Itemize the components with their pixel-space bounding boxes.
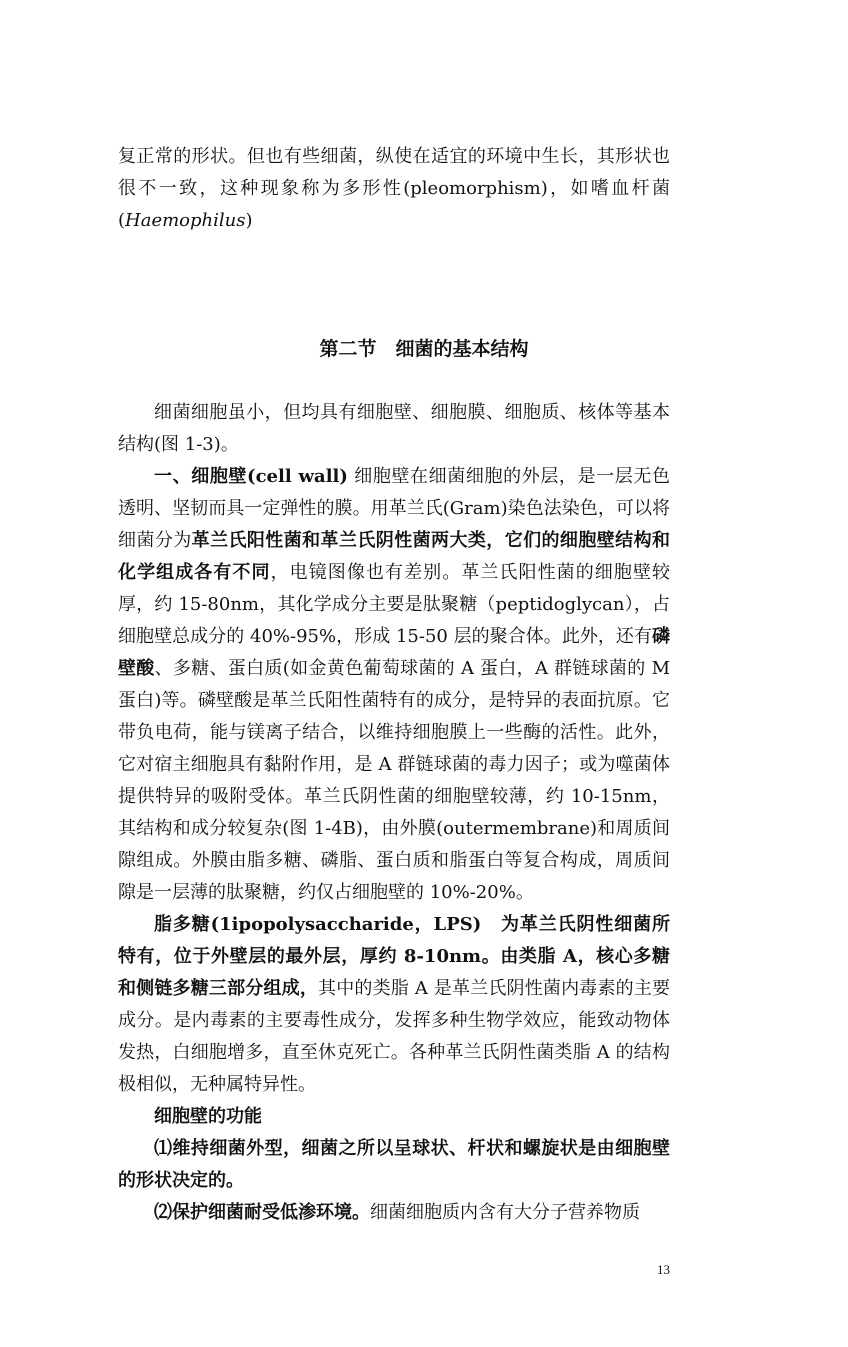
intro-paren-open: ( (118, 210, 126, 231)
section-title: 第二节 细菌的基本结构 (319, 338, 529, 360)
function-section (118, 1101, 670, 1229)
cell-wall-text-2: ，电镜图像也有差别。革兰氏阳性菌的细胞壁较厚，约 15-80nm，其化学成分主要是肽聚糖（peptidoglycan），占细胞壁总成分的 40%-95%，形成 15-50 层的聚合体。此外，还有 (118, 562, 671, 647)
function-item-1: ⑴维持细菌外型，细菌之所以呈球状、杆状和螺旋状是由细胞壁的形状决定的。 (118, 1138, 670, 1191)
cell-wall-heading: 一、细胞壁(cell wall) (154, 466, 348, 487)
cell-wall-text-1: 细胞壁在细菌细胞的外层，是一层无色透明、坚韧而具一定弹性的膜。用革兰氏(Gram)染色法染色，可以将细菌分为 (118, 466, 670, 551)
intro-text: 复正常的形状。但也有些细菌，纵使在适宜的环境中生长，其形状也很不一致，这种现象称为多形性(pleomorphism)，如嗜血杆菌 (118, 146, 670, 199)
cell-wall-bold-1: 革兰氏阳性菌和革兰氏阴性菌两大类，它们的细胞壁结构和化学组成各有不同 (118, 530, 670, 583)
basic-structure-text: 细菌细胞虽小，但均具有细胞壁、细胞膜、细胞质、核体等基本结构(图 1-3)。 (118, 402, 670, 455)
lps-paragraph (118, 909, 670, 1101)
lps-text: 其中的类脂 A 是革兰氏阴性菌内毒素的主要成分。是内毒素的主要毒性成分，发挥多种生物学效应，能致动物体发热，白细胞增多，直至休克死亡。各种革兰氏阴性菌类脂 A 的结构极相似，无种属特异性。 (118, 978, 671, 1095)
cell-wall-text-3: 、多糖、蛋白质(如金黄色葡萄球菌的 A 蛋白，A 群链球菌的 M 蛋白)等。磷壁酸是革兰氏阳性菌特有的成分，是特异的表面抗原。它带负电荷，能与镁离子结合，以维持细胞膜上一些酶的活性。此外，它对宿主细胞具有黏附作用，是 A 群链球菌的毒力因子；或为噬菌体提供特异的吸附受体。革兰氏阴性菌的细胞壁较薄，约 10-15nm，其结构和成分较复杂(图 1-4B)，由外膜(outermembrane)和周质间隙组成。外膜由脂多糖、磷脂、蛋白质和脂蛋白等复合构成，周质间隙是一层薄的肽聚糖，约仅占细胞壁的 10%-20%。 (118, 658, 670, 903)
function-item-2-text: 细菌细胞质内含有大分子营养物质 (370, 1202, 640, 1223)
page-number: 13 (657, 1262, 670, 1277)
lps-bold-text: 脂多糖(1ipopolysaccharide，LPS) 为革兰氏阴性细菌所特有，位于外壁层的最外层，厚约 8-10nm。由类脂 A，核心多糖和侧链多糖三部分组成， (118, 914, 670, 999)
genus-name-haemophilus: Haemophilus (125, 210, 246, 231)
function-item-2-bold: ⑵保护细菌耐受低渗环境。 (154, 1202, 370, 1223)
intro-paragraph (118, 141, 670, 237)
intro-paren-close: ) (245, 210, 253, 231)
function-heading: 细胞壁的功能 (154, 1106, 262, 1127)
cell-wall-bold-teichoic: 磷壁酸 (118, 626, 670, 679)
cell-wall-paragraph (118, 461, 670, 909)
basic-structure-paragraph (118, 397, 670, 461)
